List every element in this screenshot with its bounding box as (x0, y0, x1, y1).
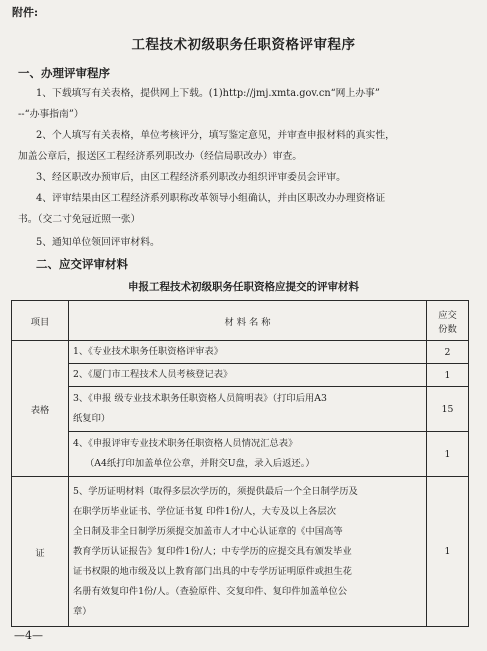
row4-text (69, 432, 427, 477)
row5-line: 章） (73, 605, 92, 617)
item5: 5、通知单位领回评审材料。 (36, 237, 160, 248)
row5-count: 1 (427, 477, 469, 627)
materials-table (11, 300, 469, 627)
section-heading-materials: 二、应交评审材料 (36, 257, 128, 271)
table-row (12, 432, 469, 477)
row3-line2: 纸复印） (73, 413, 111, 424)
table-title: 申报工程技术初级职务任职资格应提交的评审材料 (128, 281, 359, 293)
row4-line2: （A4纸打印加盖单位公章，并附交U盘，录入后返还。） (85, 458, 315, 469)
table-row (12, 341, 469, 364)
item2-line1: 2、个人填写有关表格，单位考核评分，填写鉴定意见，并审查申报材料的真实性， (36, 130, 395, 141)
document-title: 工程技术初级职务任职资格评审程序 (131, 37, 356, 53)
row4-line1: 4、《申报评审专业技术职务任职资格人员情况汇总表》 (73, 438, 298, 449)
page-number: —4— (14, 629, 43, 642)
table-row (12, 477, 469, 627)
row3-line1: 3、《申报 级专业技术职务任职资格人员简明表》（打印后用A3 (73, 393, 327, 404)
table-row (12, 387, 469, 432)
row3-count: 15 (427, 387, 469, 432)
row4-count: 1 (427, 432, 469, 477)
row5-line: 在职学历毕业证书、学位证书复 印件1份/人，大专及以上各层次 (73, 505, 337, 517)
section-heading-procedure: 一、办理评审程序 (18, 66, 110, 80)
row5-line: 名册有效复印件1份/人。（查验原件、交复印件、复印件加盖单位公 (73, 585, 348, 597)
row1-count: 2 (427, 341, 469, 364)
header-material-name: 材 料 名 称 (69, 301, 427, 341)
item4-line2: 书。（交二寸免冠近照一张） (18, 214, 141, 225)
group-label-forms: 表格 (12, 341, 69, 477)
row5-text (69, 477, 427, 627)
header-item: 项目 (12, 301, 69, 341)
row1-text: 1、《专业技术职务任职资格评审表》 (69, 341, 427, 364)
item1-line1: 1、下载填写有关表格，提供网上下载。(1)http://jmj.xmta.gov.cn“网上办事” (36, 88, 380, 99)
header-count (427, 301, 469, 341)
row5-line: 5、学历证明材料（取得多层次学历的，须提供最后一个全日制学历及 (73, 485, 358, 497)
row5-line: 教育学历认证报告》复印件1份/人；中专学历的应提交具有颁发毕业 (73, 545, 352, 557)
row5-line: 全日制及非全日制学历须提交加盖市人才中心认证章的《中国高等 (73, 525, 343, 537)
row2-text: 2、《厦门市工程技术人员考核登记表》 (69, 364, 427, 387)
row3-text (69, 387, 427, 432)
item4-line1: 4、评审结果由区工程经济系列职称改革领导小组确认，并由区职改办办理资格证 (36, 193, 386, 204)
attachment-label: 附件: (12, 6, 39, 19)
item2-line2: 加盖公章后，报送区工程经济系列职改办（经信局职改办）审查。 (18, 151, 303, 162)
row5-line: 证书权限的地市级及以上教育部门出具的中专学历证明原件或担生花 (73, 565, 352, 577)
header-count-line1: 应交 (438, 309, 457, 321)
table-header-row (12, 301, 469, 341)
item1-line2: --“办事指南”） (18, 109, 84, 120)
table-row (12, 364, 469, 387)
group-label-certificates: 证 (12, 477, 69, 627)
item3: 3、经区职改办预审后，由区工程经济系列职改办组织评审委员会评审。 (36, 172, 346, 183)
header-count-line2: 份数 (438, 323, 457, 335)
row2-count: 1 (427, 364, 469, 387)
